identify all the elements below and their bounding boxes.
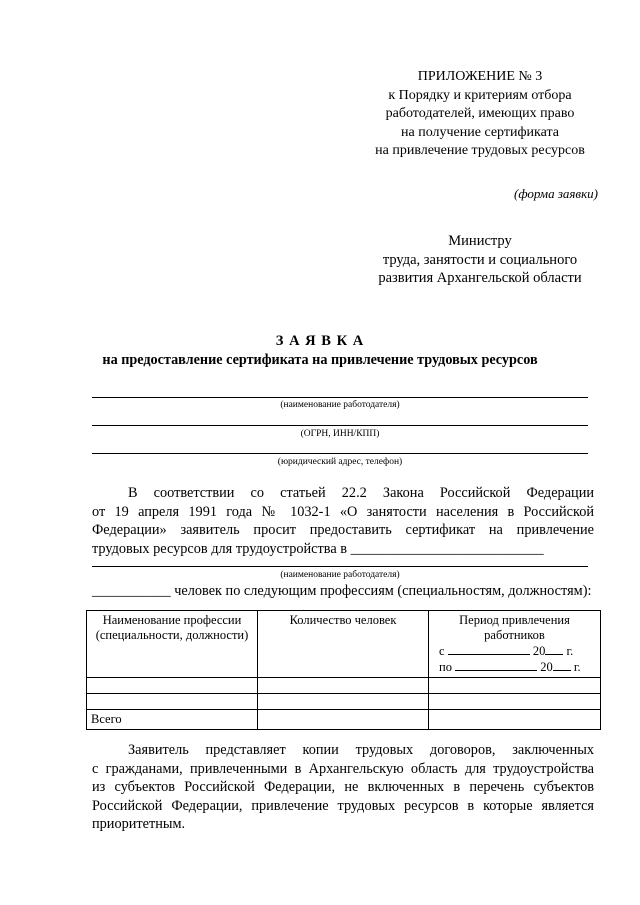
form-note: (форма заявки) bbox=[514, 186, 598, 201]
ogrn-line bbox=[92, 425, 588, 426]
people-line: ___________ человек по следующим профессиям (специальностям, должностям): bbox=[92, 583, 592, 599]
applicant-line-4: Российской Федерации, привлечение трудовых ресурсов в которые является bbox=[92, 797, 594, 814]
address-line bbox=[92, 453, 588, 454]
addressee-line-3: развития Архангельской области bbox=[378, 270, 582, 286]
period-title: Период привлечения работников bbox=[459, 613, 570, 642]
to-date-blank bbox=[455, 659, 537, 671]
period-to bbox=[433, 659, 596, 675]
appendix-header bbox=[330, 68, 630, 161]
ogrn-caption: (ОГРН, ИНН/КПП) bbox=[300, 429, 380, 439]
to-prefix: по bbox=[439, 660, 452, 674]
applicant-line-3: из субъектов Российской Федерации, не включенных в перечень субъектов bbox=[92, 779, 594, 795]
to-year-blank bbox=[553, 659, 571, 671]
from-prefix: с bbox=[439, 644, 445, 658]
appendix-number: ПРИЛОЖЕНИЕ № 3 bbox=[417, 69, 543, 84]
addressee-line-1: Министру bbox=[448, 233, 512, 249]
period-from bbox=[433, 643, 596, 659]
request-line-2: от 19 апреля 1991 года № 1032-1 «О занятости населения в Российской bbox=[92, 503, 594, 520]
from-year: 20 bbox=[532, 644, 546, 658]
table-row bbox=[87, 694, 601, 710]
applicant-line-5: приоритетным. bbox=[92, 816, 186, 832]
addressee bbox=[325, 232, 635, 288]
table-header-row bbox=[87, 611, 601, 678]
appendix-line-3: на получение сертификата bbox=[401, 124, 559, 140]
table-total-row bbox=[87, 710, 601, 730]
address-caption: (юридический адрес, телефон) bbox=[277, 457, 403, 467]
col-count-header: Количество человек bbox=[258, 611, 429, 678]
applicant-line-2: с гражданами, привлеченными в Архангельскую область для трудоустройства bbox=[92, 760, 594, 777]
table-row bbox=[87, 678, 601, 694]
request-line-1: В соответствии со статьей 22.2 Закона Российской Федерации bbox=[128, 485, 594, 501]
document-title: З А Я В К А bbox=[275, 333, 365, 349]
appendix-line-4: на привлечение трудовых ресурсов bbox=[375, 143, 585, 158]
col-period-header bbox=[429, 611, 601, 678]
request-paragraph bbox=[92, 484, 594, 558]
employer-name-caption-2: (наименование работодателя) bbox=[280, 570, 400, 580]
appendix-line-1: к Порядку и критериям отбора bbox=[388, 87, 572, 103]
request-line-4: трудовых ресурсов для трудоустройства в ___________________________ bbox=[92, 540, 544, 557]
applicant-paragraph bbox=[92, 741, 594, 834]
to-year: 20 bbox=[540, 660, 553, 674]
employer-name-caption: (наименование работодателя) bbox=[280, 400, 400, 410]
professions-table bbox=[86, 610, 601, 730]
employer-name-line-2 bbox=[92, 566, 588, 567]
applicant-line-1: Заявитель представляет копии трудовых договоров, заключенных bbox=[128, 742, 594, 758]
request-line-3: Федерации» заявитель просит предоставить сертификат на привлечение bbox=[92, 522, 594, 538]
from-date-blank bbox=[448, 643, 530, 655]
total-label: Всего bbox=[87, 710, 258, 730]
appendix-line-2: работодателей, имеющих право bbox=[385, 106, 575, 121]
addressee-line-2: труда, занятости и социального bbox=[382, 251, 578, 268]
to-g: г. bbox=[573, 660, 581, 674]
from-year-blank bbox=[545, 643, 563, 655]
from-g: г. bbox=[566, 644, 574, 658]
document-subtitle: на предоставление сертификата на привлечение трудовых ресурсов bbox=[102, 352, 538, 368]
col-profession-header: Наименование профессии (специальности, должности) bbox=[87, 611, 258, 678]
employer-name-line bbox=[92, 397, 588, 398]
